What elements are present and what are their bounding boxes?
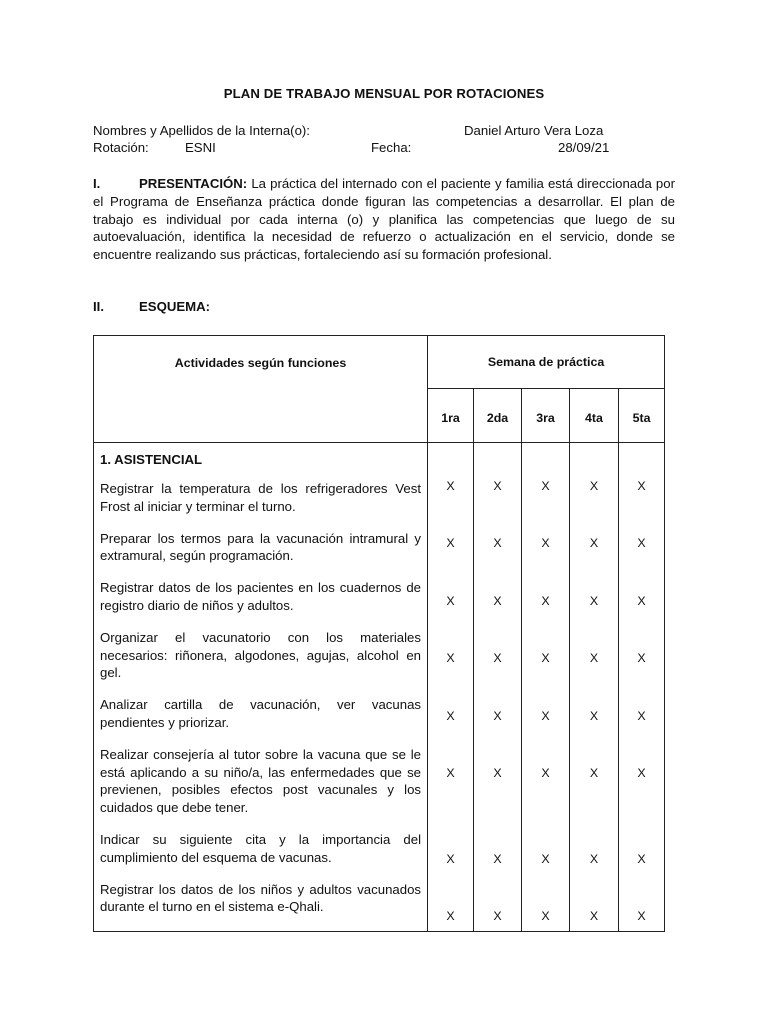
date-value: 28/09/21 bbox=[558, 140, 610, 155]
section1-heading: PRESENTACIÓN: bbox=[139, 176, 248, 191]
activities-cell bbox=[94, 443, 428, 932]
header-week-5: 5ta bbox=[619, 388, 665, 442]
mark-row2-week5: X bbox=[637, 536, 646, 550]
mark-row8-week4: X bbox=[589, 909, 599, 923]
week-3-column bbox=[522, 443, 570, 932]
mark-row3-week3: X bbox=[541, 594, 550, 608]
week-1-column bbox=[428, 443, 474, 932]
activities-table bbox=[93, 335, 665, 932]
section2-heading: ESQUEMA: bbox=[139, 299, 211, 314]
section1-text: La práctica del internado con el paciente y familia está direccionada por el Programa de Enseñanza práctica donde figuran las competencias a desarrollar. El plan de trabajo es individual por cada interna (o) y planifica las competencias que luego de su autoevaluación, identifica la necesidad de refuerzo o actualización en el servicio, donde se encuentre realizando sus prácticas, fortaleciendo así su formación profesional. bbox=[93, 176, 675, 263]
week-5-column bbox=[619, 443, 665, 932]
activity-4: Organizar el vacunatorio con los materiales necesarios: riñonera, algodones, agujas, alcohol en gel. bbox=[100, 629, 421, 681]
mark-row6-week5: X bbox=[637, 766, 646, 780]
presentation-paragraph bbox=[93, 175, 675, 264]
header-week-2: 2da bbox=[474, 388, 522, 442]
name-value: Daniel Arturo Vera Loza bbox=[464, 123, 604, 138]
section1-number: I. bbox=[93, 176, 101, 191]
activity-6: Realizar consejería al tutor sobre la vacuna que se le está aplicando a su niño/a, las enfermedades que se previenen, posibles efectos post vacunales y los cuidados que debe tener. bbox=[100, 746, 421, 816]
mark-row4-week4: X bbox=[589, 651, 599, 665]
mark-row1-week1: X bbox=[446, 479, 455, 493]
mark-row7-week5: X bbox=[637, 852, 646, 866]
name-label: Nombres y Apellidos de la Interna(o): bbox=[93, 123, 310, 138]
mark-row4-week5: X bbox=[637, 651, 646, 665]
mark-row3-week4: X bbox=[589, 594, 599, 608]
activity-2: Preparar los termos para la vacunación intramural y extramural, según programación. bbox=[100, 530, 421, 564]
mark-row5-week2: X bbox=[493, 709, 502, 723]
mark-row1-week5: X bbox=[637, 479, 646, 493]
header-weeks: Semana de práctica bbox=[428, 336, 665, 389]
header-activities: Actividades según funciones bbox=[94, 336, 428, 443]
mark-row8-week5: X bbox=[637, 909, 646, 923]
mark-row5-week1: X bbox=[446, 709, 455, 723]
mark-row5-week5: X bbox=[637, 709, 646, 723]
header-week-4: 4ta bbox=[570, 388, 619, 442]
page-title: PLAN DE TRABAJO MENSUAL POR ROTACIONES bbox=[223, 86, 545, 101]
mark-row3-week2: X bbox=[493, 594, 502, 608]
mark-row7-week4: X bbox=[589, 852, 599, 866]
mark-row1-week2: X bbox=[493, 479, 502, 493]
activity-8: Registrar los datos de los niños y adultos vacunados durante el turno en el sistema e-Qhali. bbox=[100, 881, 421, 915]
mark-row8-week2: X bbox=[493, 909, 502, 923]
activity-3: Registrar datos de los pacientes en los cuadernos de registro diario de niños y adultos. bbox=[100, 580, 421, 613]
mark-row5-week4: X bbox=[589, 709, 599, 723]
date-label: Fecha: bbox=[371, 140, 412, 155]
mark-row3-week1: X bbox=[446, 594, 455, 608]
mark-row8-week3: X bbox=[541, 909, 550, 923]
mark-row7-week3: X bbox=[541, 852, 550, 866]
section2-number: II. bbox=[93, 299, 104, 314]
mark-row6-week3: X bbox=[541, 766, 550, 780]
week-2-column bbox=[474, 443, 522, 932]
mark-row6-week2: X bbox=[493, 766, 502, 780]
mark-row2-week3: X bbox=[541, 536, 550, 550]
mark-row7-week1: X bbox=[446, 852, 455, 866]
mark-row2-week1: X bbox=[446, 536, 455, 550]
activity-1: Registrar la temperatura de los refrigeradores Vest Frost al iniciar y terminar el turno. bbox=[100, 481, 421, 514]
section-title: 1. ASISTENCIAL bbox=[100, 452, 203, 467]
mark-row4-week1: X bbox=[446, 651, 455, 665]
mark-row6-week4: X bbox=[589, 766, 599, 780]
mark-row2-week2: X bbox=[493, 536, 502, 550]
header-week-1: 1ra bbox=[428, 388, 474, 442]
activity-5: Analizar cartilla de vacunación, ver vacunas pendientes y priorizar. bbox=[100, 697, 421, 730]
activity-7: Indicar su siguiente cita y la importancia del cumplimiento del esquema de vacunas. bbox=[100, 831, 421, 865]
mark-row4-week3: X bbox=[541, 651, 550, 665]
week-4-column bbox=[570, 443, 619, 932]
rotation-value: ESNI bbox=[185, 140, 216, 155]
mark-row2-week4: X bbox=[589, 536, 599, 550]
mark-row4-week2: X bbox=[493, 651, 502, 665]
mark-row8-week1: X bbox=[446, 909, 455, 923]
rotation-label: Rotación: bbox=[93, 140, 149, 155]
mark-row6-week1: X bbox=[446, 766, 455, 780]
mark-row1-week3: X bbox=[541, 479, 550, 493]
mark-row7-week2: X bbox=[493, 852, 502, 866]
mark-row1-week4: X bbox=[589, 479, 599, 493]
header-week-3: 3ra bbox=[522, 388, 570, 442]
mark-row3-week5: X bbox=[637, 594, 646, 608]
mark-row5-week3: X bbox=[541, 709, 550, 723]
